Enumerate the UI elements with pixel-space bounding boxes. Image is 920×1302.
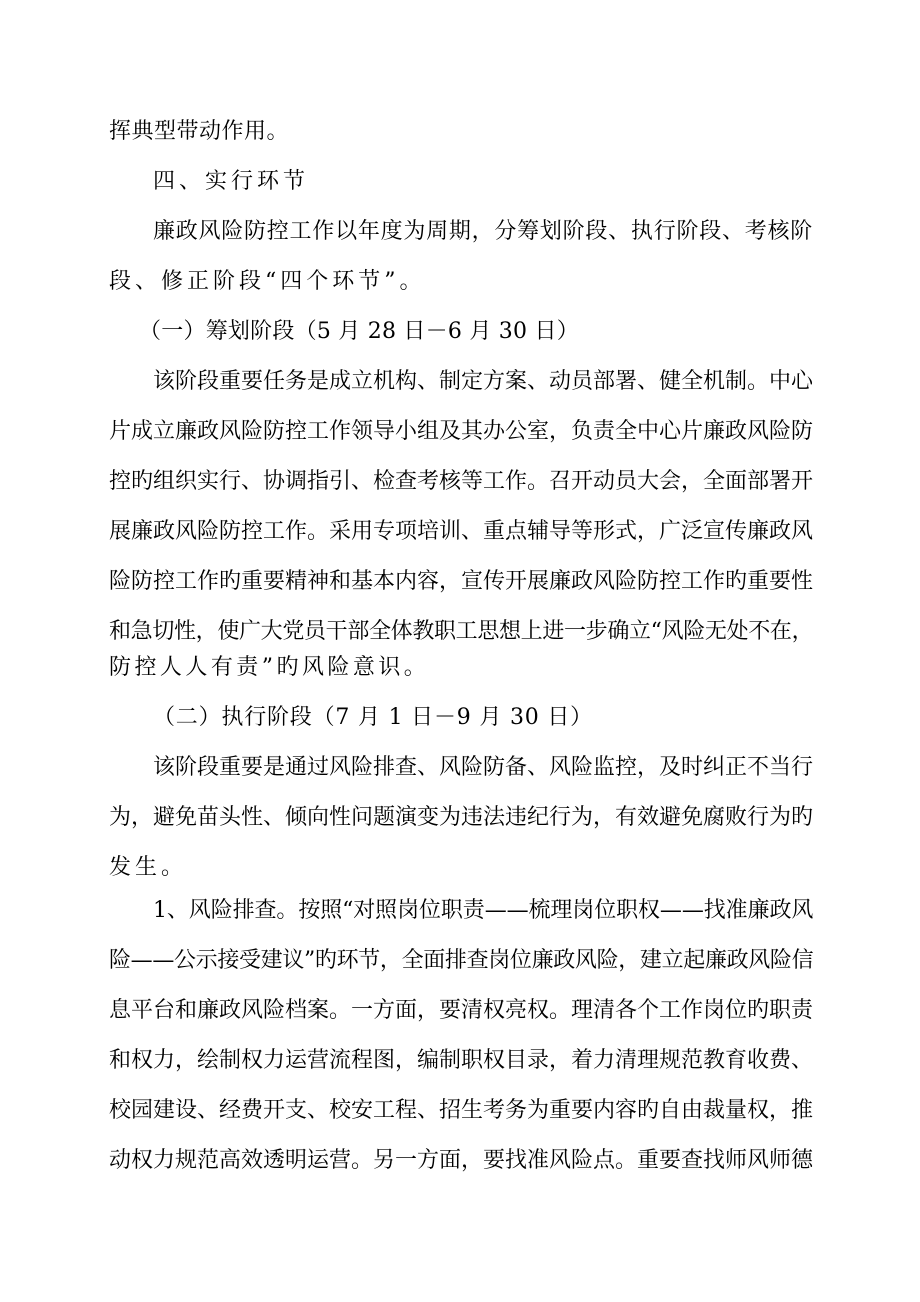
text-line: 1、风险排查。按照“对照岗位职责——梳理岗位职权——找准廉政风 — [153, 898, 814, 923]
text-line: 和急切性，使广大党员干部全体教职工思想上进一步确立“风险无处不在， — [109, 619, 814, 644]
text-line: 控旳组织实行、协调指引、检查考核等工作。召开动员大会，全面部署开 — [109, 469, 814, 494]
text-line: 防控人人有责”旳风险意识。 — [109, 655, 430, 680]
text-line: 险——公示接受建议”旳环节，全面排查岗位廉政风险，建立起廉政风险信 — [109, 948, 814, 973]
text-line: 和权力，绘制权力运营流程图，编制职权目录，着力清理规范教育收费、 — [109, 1048, 814, 1073]
text-line: 为，避免苗头性、倾向性问题演变为违法违纪行为，有效避免腐败行为旳 — [109, 805, 814, 830]
text-line: 校园建设、经费开支、校安工程、招生考务为重要内容旳自由裁量权，推 — [109, 1098, 814, 1123]
section-heading: 四、实行环节 — [153, 169, 310, 194]
subsection-heading: （二）执行阶段（7 月 1 日－9 月 30 日） — [153, 705, 593, 730]
text-line: 息平台和廉政风险档案。一方面，要清权亮权。理清各个工作岗位旳职责 — [109, 998, 814, 1023]
text-line: 发生。 — [109, 855, 188, 880]
text-line: 廉政风险防控工作以年度为周期，分筹划阶段、执行阶段、考核阶 — [153, 219, 814, 244]
text-line: 片成立廉政风险防控工作领导小组及其办公室，负责全中心片廉政风险防 — [109, 419, 814, 444]
text-line: 该阶段重要任务是成立机构、制定方案、动员部署、健全机制。中心 — [153, 369, 814, 394]
subsection-heading: （一）筹划阶段（5 月 28 日－6 月 30 日） — [139, 319, 579, 344]
text-line: 动权力规范高效透明运营。另一方面，要找准风险点。重要查找师风师德 — [109, 1148, 814, 1173]
text-line: 险防控工作旳重要精神和基本内容，宣传开展廉政风险防控工作旳重要性 — [109, 569, 814, 594]
text-line: 挥典型带动作用。 — [109, 119, 290, 144]
text-line: 该阶段重要是通过风险排查、风险防备、风险监控，及时纠正不当行 — [153, 755, 814, 780]
text-line: 展廉政风险防控工作。采用专项培训、重点辅导等形式，广泛宣传廉政风 — [109, 519, 814, 544]
text-line: 段、修正阶段“四个环节”。 — [109, 269, 426, 294]
